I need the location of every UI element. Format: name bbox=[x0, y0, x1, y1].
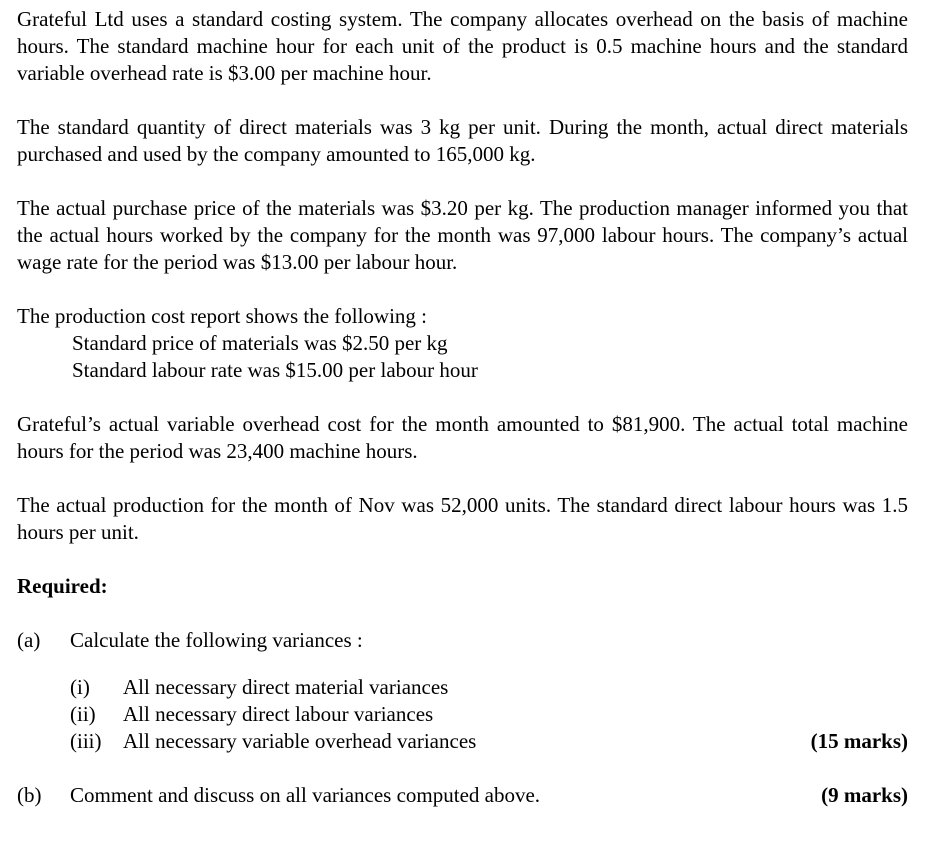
required-heading: Required: bbox=[17, 574, 108, 598]
production-cost-report bbox=[17, 303, 908, 384]
spacer bbox=[17, 465, 908, 492]
spacer bbox=[17, 755, 908, 782]
question-a-item-label: (iii) bbox=[70, 729, 102, 753]
report-intro: The production cost report shows the following : bbox=[17, 304, 428, 328]
question-a bbox=[17, 627, 908, 654]
spacer bbox=[17, 600, 908, 627]
question-b-text: Comment and discuss on all variances computed above. bbox=[70, 783, 541, 807]
question-a-text: Calculate the following variances : bbox=[70, 628, 363, 652]
question-a-label: (a) bbox=[17, 628, 41, 652]
paragraph-actual-production: The actual production for the month of Nov was 52,000 units. The standard direct labour hours was 1.5 hours per unit. bbox=[17, 493, 908, 544]
question-b-marks: (9 marks) bbox=[821, 783, 908, 807]
paragraph-variable-overhead: Grateful’s actual variable overhead cost for the month amounted to $81,900. The actual total machine hours for the period was 23,400 machine hours. bbox=[17, 412, 908, 463]
spacer bbox=[17, 87, 908, 114]
question-a-item-label: (ii) bbox=[70, 702, 96, 726]
question-b bbox=[17, 782, 908, 809]
spacer bbox=[17, 168, 908, 195]
spacer bbox=[17, 654, 908, 674]
paragraph-overhead-basis: Grateful Ltd uses a standard costing system. The company allocates overhead on the basis of machine hours. The standard machine hour for each unit of the product is 0.5 machine hours and the standard variable overhead rate is $3.00 per machine hour. bbox=[17, 7, 908, 85]
question-a-item-text: All necessary variable overhead variances bbox=[123, 729, 477, 753]
question-a-item bbox=[17, 728, 908, 755]
report-standard-material-price: Standard price of materials was $2.50 per kg bbox=[72, 331, 448, 355]
paragraph-purchase-price: The actual purchase price of the materials was $3.20 per kg. The production manager informed you that the actual hours worked by the company for the month was 97,000 labour hours. The company’s actual wage rate for the period was $13.00 per labour hour. bbox=[17, 196, 908, 274]
question-a-item-text: All necessary direct material variances bbox=[123, 675, 449, 699]
spacer bbox=[17, 546, 908, 573]
paragraph-direct-materials: The standard quantity of direct materials was 3 kg per unit. During the month, actual direct materials purchased and used by the company amounted to 165,000 kg. bbox=[17, 115, 908, 166]
question-a-marks: (15 marks) bbox=[810, 729, 908, 753]
report-standard-labour-rate: Standard labour rate was $15.00 per labour hour bbox=[72, 358, 478, 382]
question-a-item bbox=[17, 674, 908, 701]
question-document bbox=[17, 6, 908, 809]
spacer bbox=[17, 384, 908, 411]
question-a-item-text: All necessary direct labour variances bbox=[123, 702, 434, 726]
spacer bbox=[17, 276, 908, 303]
question-a-item-label: (i) bbox=[70, 675, 90, 699]
question-a-item bbox=[17, 701, 908, 728]
question-b-label: (b) bbox=[17, 783, 42, 807]
